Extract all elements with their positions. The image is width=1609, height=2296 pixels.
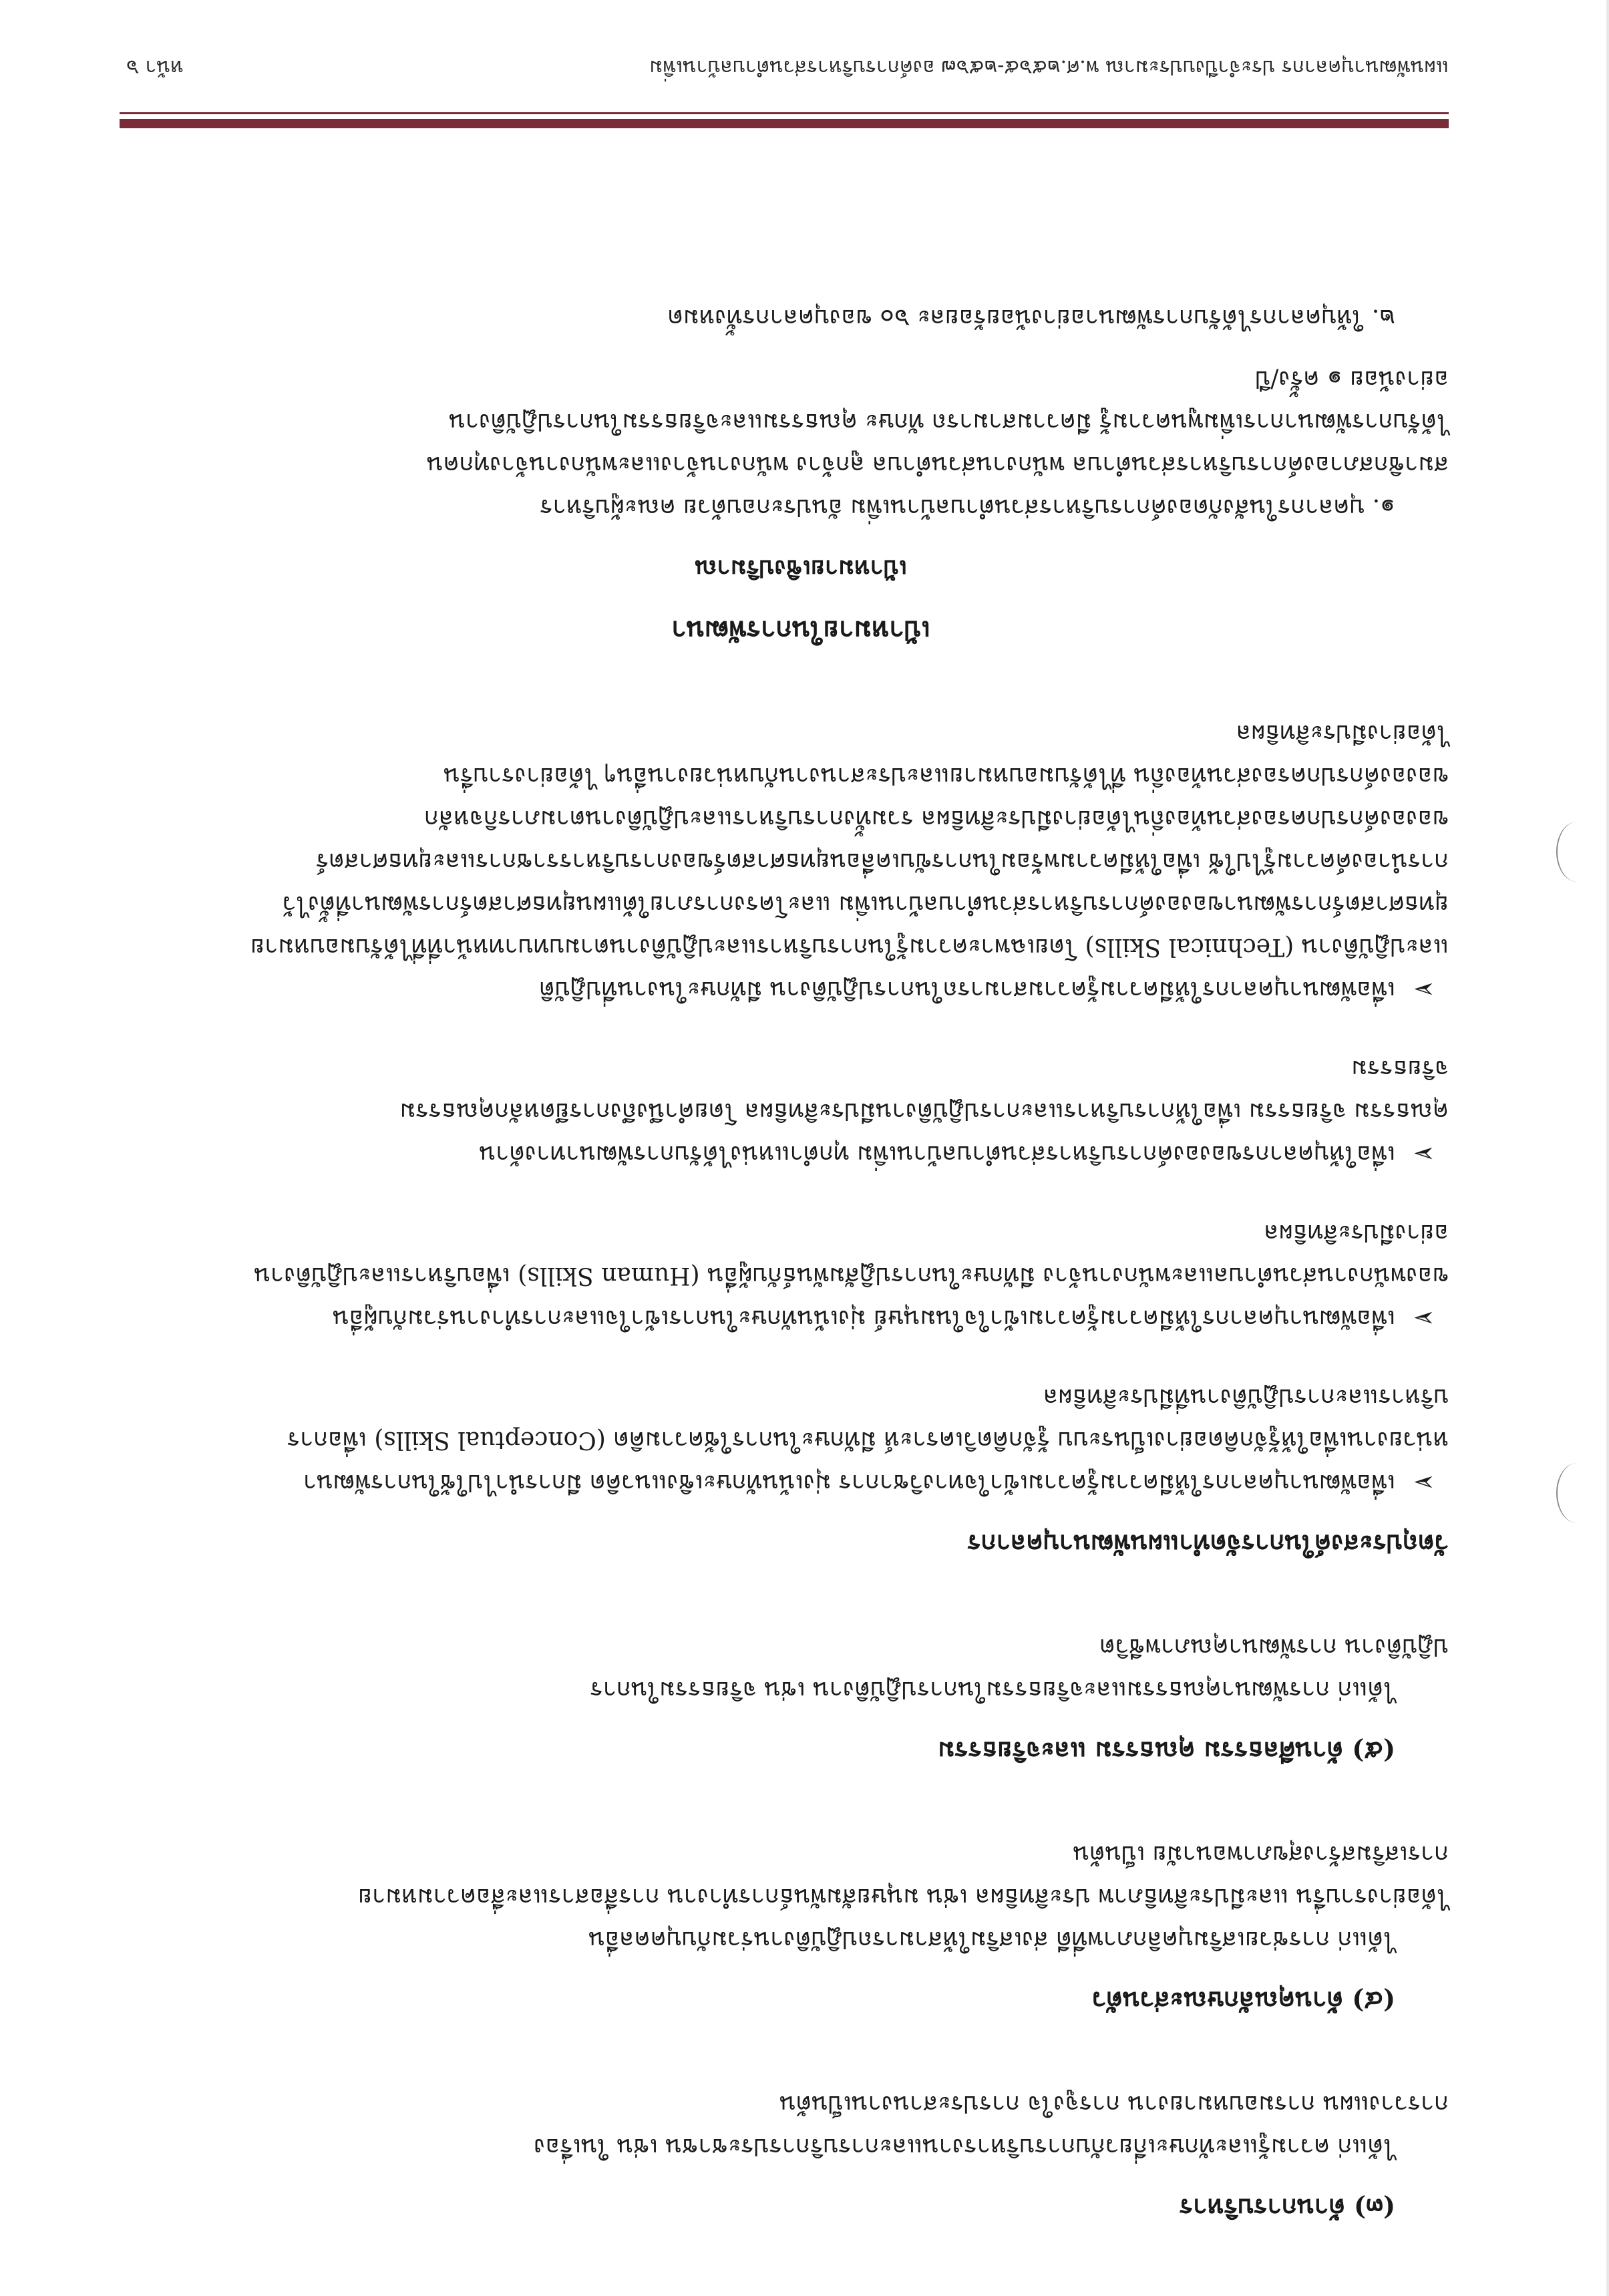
objective-1-line3: บริหารและการปฏิบัติงานที่มีประสิทธิผล (1043, 1383, 1449, 1411)
objective-item-2 (153, 1211, 1449, 1339)
header-document-title: แผนพัฒนาบุคลากร ประจำปีงบประมาณ พ.ศ.๒๕๖๕-๒๕๖๗ องค์การบริหารส่วนตำบลบ้านเพิ่ม (649, 55, 1449, 79)
page-header (126, 51, 1449, 92)
header-rule-thin (120, 112, 1449, 114)
section-admin-line2: การวางแผน การมอบหมายงาน การจูงใจ การประสานงานเป็นต้น (779, 2090, 1449, 2118)
section-personality-line2: ได้อย่างราบรื่น และมีประสิทธิภาพ ประสิทธิผล เช่น มนุษยสัมพันธ์การทำงาน การสื่อสารและสื่อความหมาย (357, 1883, 1449, 1911)
binder-hole-mark (1556, 822, 1598, 882)
objective-item-3 (153, 1047, 1449, 1175)
objective-item-1 (153, 1375, 1449, 1504)
objective-4-line2: และปฏิบัติงาน (Technical Skills) โดยเฉพาะความรู้ในการบริหารและปฏิบัติงานตามบทบาทหน้าที่ที่ได้รับมอบหมาย (250, 933, 1449, 961)
objective-1-line1: เพื่อพัฒนาบุคลากรให้มีความรู้ความเข้าใจทางวิชาการ มุ่งเน้นทักษะเชิงแนวคิด มีการนำไปใช้ในการพัฒนา (303, 1469, 1395, 1496)
section-ethics-line1: ได้แก่ การพัฒนาคุณธรรมและจริยธรรมในการปฏิบัติงาน เช่น จริยธรรมในการ (590, 1676, 1395, 1703)
target-item1-line2: สมาชิกสภาองค์การบริหารส่วนตำบล พนักงานส่วนตำบล ลูกจ้าง พนักงานจ้างและพนักงานจ้างทุกคน (426, 451, 1449, 478)
section-ethics-title: (๕) ด้านศีลธรรม คุณธรรม และจริยธรรม (938, 1736, 1395, 1766)
objective-3-line1: เพื่อให้บุคลากรขององค์การบริหารส่วนตำบลบ้านเพิ่ม ทุกตำแหน่งได้รับการพัฒนาทางด้าน (479, 1140, 1395, 1168)
arrowhead-bullet-icon: ➢ (1413, 1138, 1435, 1169)
section-admin-title: (๓) ด้านการบริหาร (1179, 2193, 1395, 2223)
section-personality-line1: ได้แก่ การช่วยเสริมบุคลิกภาพที่ดี ส่งเสริมให้สามารถปฏิบัติงานร่วมกับบุคคลอื่น (588, 1926, 1395, 1953)
section-admin-text (153, 2125, 1449, 2168)
section-admin-line1: ได้แก่ ความรู้และทักษะเกี่ยวกับการบริหารงานและการบริการประชาชน เช่น ในเรื่อง (534, 2133, 1395, 2160)
objective-4-line3: ยุทธศาสตร์การพัฒนาขององค์การบริหารส่วนตำบลบ้านเพิ่ม และโครงการภายใต้แผนยุทธศาสตร์การพัฒนาที่ตั้งไว้ (282, 890, 1449, 918)
objective-4-line7: ได้อย่างมีประสิทธิผล (1236, 719, 1449, 747)
objective-2-line1: เพื่อพัฒนาบุคลากรให้มีความรู้ความเข้าใจในมนุษย์ มุ่งเน้นทักษะในการเข้าใจและการทำงานร่วมกับผู้อื่น (333, 1305, 1395, 1332)
target-item2: ๒. ให้บุคลากรได้รับการพัฒนาอย่างน้อยร้อยละ ๖๐ ของบุคลากรทั้งหมด (667, 304, 1395, 331)
section-personality-line3: การเสริมสร้างสุขภาพอนามัย เป็นต้น (1073, 1840, 1449, 1868)
section-ethics-line2: ปฏิบัติงาน การพัฒนาคุณภาพชีวิต (1099, 1633, 1449, 1661)
targets-subtitle: เป้าหมายเชิงปริมาณ (695, 554, 907, 583)
target-item1-line1: ๑. บุคลากรในสังกัดองค์การบริหารส่วนตำบลบ้านเพิ่ม อันประกอบด้วย คณะผู้บริหาร (540, 494, 1395, 521)
header-page-number: หน้า ๖ (126, 55, 184, 79)
target-item1-line4: อย่างน้อย ๑ ครั้ง/ปี (1255, 365, 1449, 393)
binder-hole-mark (1556, 1463, 1598, 1523)
target-item1-line3: ได้รับการพัฒนาการเพิ่มพูนความรู้ มีความสามารถ ทักษะ คุณธรรมและจริยธรรมในการปฏิบัติงาน (449, 408, 1449, 436)
section-admin-text-2 (153, 2082, 1449, 2125)
arrowhead-bullet-icon: ➢ (1413, 1467, 1435, 1498)
objective-4-line1: เพื่อพัฒนาบุคลากรให้มีความรู้ความสามารถในการปฏิบัติงาน มีทักษะในงานที่ปฏิบัติ (539, 976, 1395, 1003)
objective-4-line4: การนำองค์ความรู้ไปใช้ เพื่อให้มีความพร้อมในการขับเคลื่อนยุทธศาสตร์ของการบริหารราชการและยุทธศาสตร์ (315, 848, 1449, 875)
arrowhead-bullet-icon: ➢ (1413, 1303, 1435, 1333)
objective-3-line3: จริยธรรม (1351, 1055, 1449, 1082)
objective-2-line3: อย่างมีประสิทธิผล (1264, 1219, 1449, 1247)
page-edge (1606, 0, 1609, 2296)
document-body (153, 296, 1449, 2229)
objective-item-4 (153, 711, 1449, 1011)
header-rule (120, 119, 1449, 128)
arrowhead-bullet-icon: ➢ (1413, 974, 1435, 1005)
objective-2-line2: ของพนักงานส่วนตำบลและพนักงานจ้าง มีทักษะในการปฏิสัมพันธ์กับผู้อื่น (Human Skills) เพื่อบริหารและปฏิบัติงาน (254, 1262, 1449, 1289)
objective-3-line2: คุณธรรม จริยธรรม เพื่อให้การบริหารและการปฏิบัติงานมีประสิทธิผล โดยคำนึงถึงการยึดหลักคุณธรรม (399, 1098, 1449, 1125)
objective-4-line6: ขององค์กรปกครองส่วนท้องถิ่น ที่ได้รับมอบหมายและประสานงานกับหน่วยงานอื่นๆ ได้อย่างราบรื่น (443, 762, 1449, 790)
objective-4-line5: ขององค์กรปกครองส่วนท้องถิ่นได้อย่างมีประสิทธิผล รวมทั้งการบริหารและปฏิบัติงานตามภารกิจหลัก (424, 805, 1449, 832)
objectives-title: วัตถุประสงค์ในการจัดทำแผนพัฒนาบุคลากร (967, 1529, 1449, 1559)
objective-1-line2: หน่วยงานเพื่อให้รู้จักคิดอย่างเป็นระบบ รู้จักคิดวิเคราะห์ มีทักษะในการใช้ความคิด (Conceptual Skills) เพื่อการ (287, 1426, 1449, 1454)
targets-title: เป้าหมายในการพัฒนา (671, 615, 930, 646)
section-personality-title: (๔) ด้านคุณลักษณะส่วนตัว (1091, 1986, 1395, 2016)
